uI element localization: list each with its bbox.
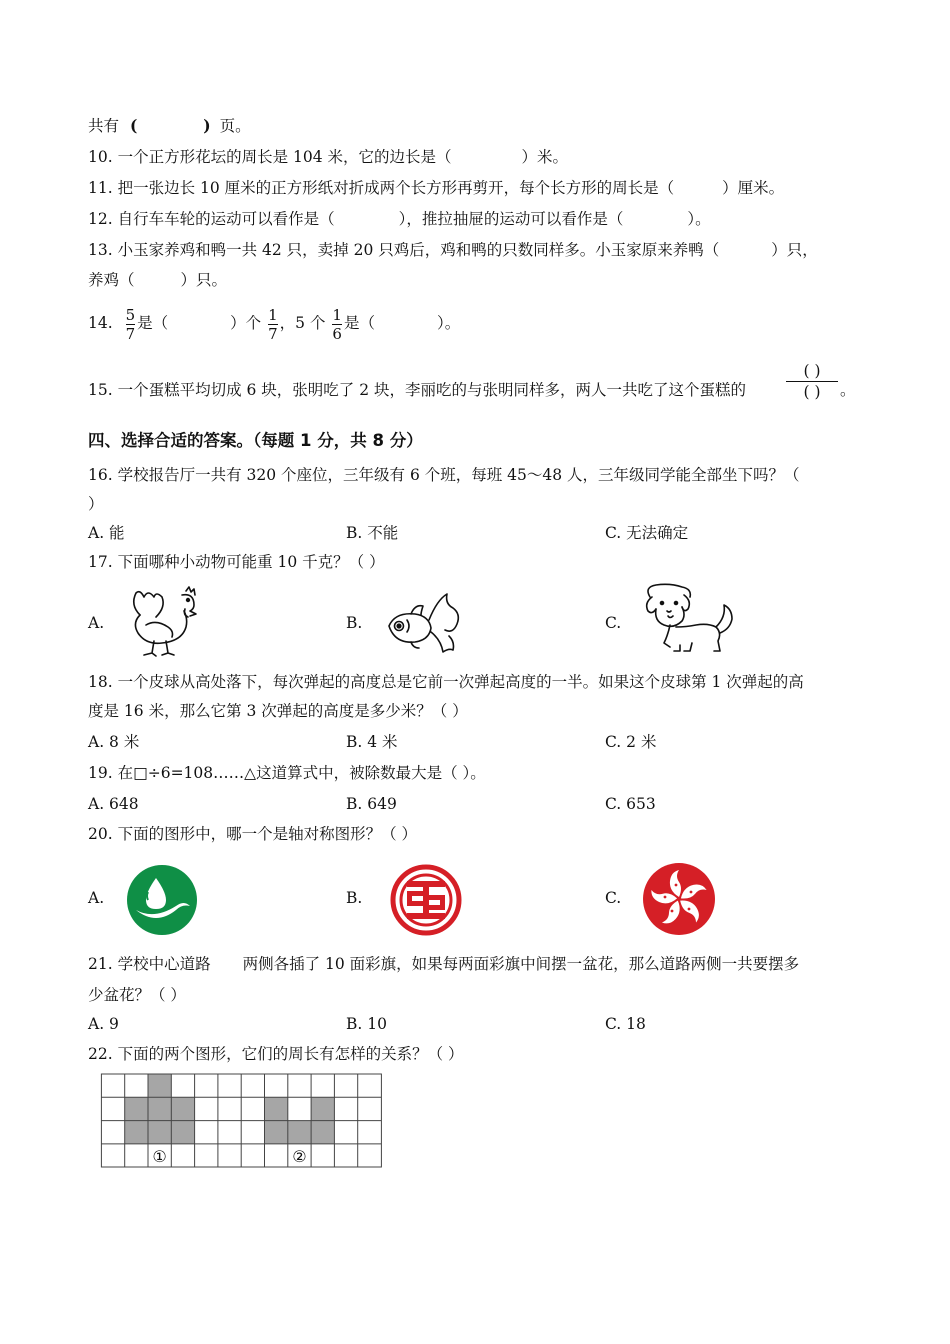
figure-2-label: ② <box>292 1147 307 1166</box>
q17-option-a[interactable]: A. <box>88 614 105 632</box>
question-13: 13. 小玉家养鸡和鸭一共 42 只，卖掉 20 只鸡后，鸡和鸭的只数同样多。小玉家原来养鸭（ ）只， <box>88 241 818 259</box>
goldfish-icon <box>385 590 465 656</box>
red-flower-emblem-icon <box>642 862 716 936</box>
continued-line: 共有 ( ) 页。 <box>88 116 251 135</box>
q17-option-c[interactable]: C. <box>605 614 622 632</box>
chicken-icon <box>124 585 204 659</box>
section-heading: 四、选择合适的答案。（每题 1 分，共 8 分） <box>88 431 423 450</box>
question-18-line2: 度是 16 米，那么它第 3 次弹起的高度是多少米？（ ） <box>88 702 468 720</box>
question-18: 18. 一个皮球从高处落下，每次弹起的高度总是它前一次弹起高度的一半。如果这个皮球第 1 次弹起的高 <box>88 673 804 691</box>
q19-option-a[interactable]: A. 648 <box>88 795 139 813</box>
question-22: 22. 下面的两个图形，它们的周长有怎样的关系？（ ） <box>88 1045 464 1063</box>
green-water-logo-icon <box>126 864 198 936</box>
figure-1-label: ① <box>152 1147 167 1166</box>
fraction-1-6: $\frac{1}{6}$ <box>332 305 342 343</box>
question-21: 21. 学校中心道路 两侧各插了 10 面彩旗，如果每两面彩旗中间摆一盆花，那么道路两侧一共要摆多 <box>88 955 800 973</box>
q17-option-b[interactable]: B. <box>346 614 363 632</box>
question-16-line2: ） <box>88 495 104 513</box>
q20-option-b[interactable]: B. <box>346 889 363 907</box>
question-12: 12. 自行车车轮的运动可以看作是（ ），推拉抽屉的运动可以看作是（ ）。 <box>88 210 711 228</box>
dog-icon <box>640 583 740 659</box>
q19-option-c[interactable]: C. 653 <box>605 795 656 813</box>
q18-option-a[interactable]: A. 8 米 <box>88 733 140 751</box>
grid-figure <box>100 1073 384 1169</box>
question-17: 17. 下面哪种小动物可能重 10 千克？（ ） <box>88 553 385 571</box>
fraction-5-7: $\frac{5}{7}$ <box>125 305 136 343</box>
question-10: 10. 一个正方形花坛的周长是 104 米，它的边长是（ ）米。 <box>88 148 569 166</box>
question-11: 11. 把一张边长 10 厘米的正方形纸对折成两个长方形再剪开，每个长方形的周长是（ ）厘米。 <box>88 179 785 197</box>
question-21-line2: 少盆花？（ ） <box>88 986 186 1004</box>
blank-fraction: ( ) ( ) <box>786 362 838 401</box>
q16-option-b[interactable]: B. 不能 <box>346 524 399 542</box>
q18-option-c[interactable]: C. 2 米 <box>605 733 657 751</box>
question-15: 15. 一个蛋糕平均切成 6 块，张明吃了 2 块，李丽吃的与张明同样多，两人一共吃了这个蛋糕的 <box>88 381 747 399</box>
red-bank-logo-icon <box>390 864 462 936</box>
q16-option-c[interactable]: C. 无法确定 <box>605 524 689 542</box>
q19-option-b[interactable]: B. 649 <box>346 795 397 813</box>
q21-option-a[interactable]: A. 9 <box>88 1015 119 1033</box>
shaded-cells <box>125 1074 335 1144</box>
fraction-1-7: $\frac{1}{7}$ <box>268 305 278 343</box>
grid-lines <box>101 1074 381 1167</box>
q21-option-b[interactable]: B. 10 <box>346 1015 387 1033</box>
question-14: 14. $\frac{5}{7}$ 是（ ）个 $\frac{1}{7}$ ，5 个 $\frac{1}{6}$ 是（ ）。 <box>88 305 461 343</box>
question-20: 20. 下面的图形中，哪一个是轴对称图形？（ ） <box>88 825 418 843</box>
q20-option-c[interactable]: C. <box>605 889 622 907</box>
q16-option-a[interactable]: A. 能 <box>88 524 125 542</box>
q20-option-a[interactable]: A. <box>88 889 105 907</box>
question-13-line2: 养鸡（ ）只。 <box>88 271 228 289</box>
q21-option-c[interactable]: C. 18 <box>605 1015 646 1033</box>
question-19: 19. 在□÷6=108……△这道算式中，被除数最大是（ ）。 <box>88 764 486 782</box>
q18-option-b[interactable]: B. 4 米 <box>346 733 398 751</box>
question-16: 16. 学校报告厅一共有 320 个座位，三年级有 6 个班，每班 45～48 人，三年级同学能全部坐下吗？（ <box>88 466 800 484</box>
